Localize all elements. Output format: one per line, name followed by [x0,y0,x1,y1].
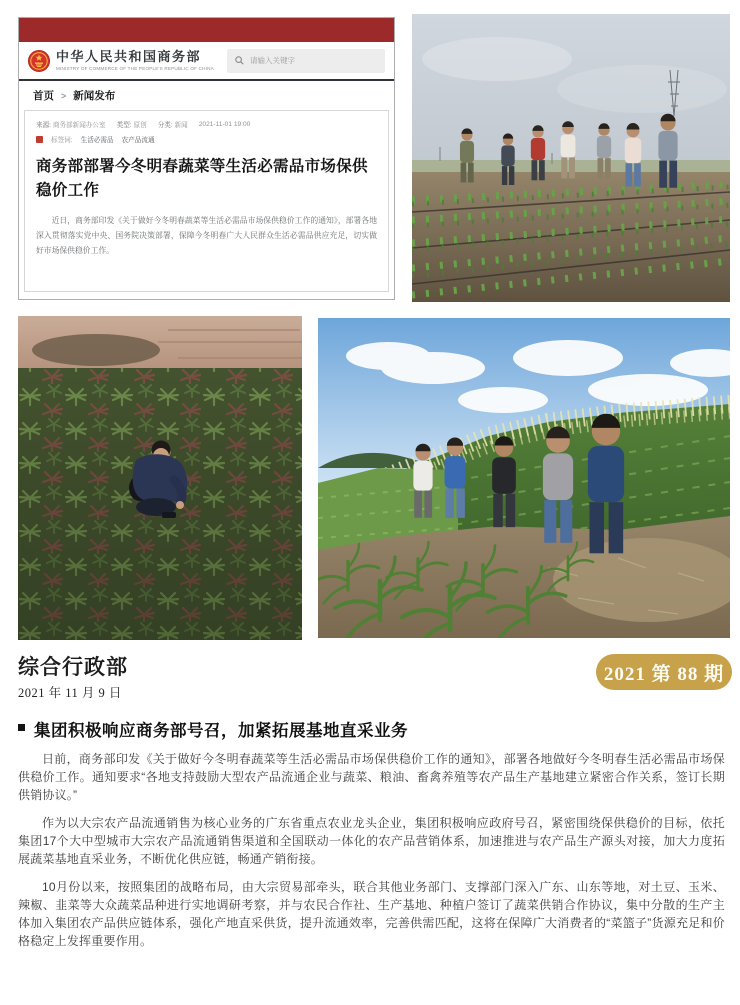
meta-category [158,119,188,129]
article-body [18,750,725,960]
search-icon [235,56,244,65]
square-bullet-icon [18,724,25,731]
section-headline [18,717,724,741]
breadcrumb-home[interactable]: 首页 [33,90,54,102]
site-article-box [24,110,389,292]
site-article-body: 近日，商务部印发《关于做好今冬明春蔬菜等生活必需品市场保供稳价工作的通知》，部署各地深入贯彻落实党中央、国务院决策部署，保障今冬明春广大人民群众生活必需品供应充足，切实做好市场保供稳价工作。 [36,216,377,256]
breadcrumb-separator: > [61,90,67,101]
org-title-block [56,50,214,71]
photo-corn-field-inspection [318,318,730,638]
national-emblem-icon [28,50,50,72]
site-article-title: 商务部部署今冬明春蔬菜等生活必需品市场保供稳价工作 [36,158,368,200]
meta-datetime: 2021-11-01 19:00 [198,120,251,128]
meta-category-value: 新闻 [174,122,188,129]
photo-vegetable-field-survey [18,316,302,640]
body-paragraph: 作为以大宗农产品流通销售为核心业务的广东省重点农业龙头企业，集团积极响应政府号召，紧密围绕保供稳价的目标，依托集团17个大中型城市大宗农产品流通销售渠道和全国联动一体化的农产品营销体系，加速推进与农产品生产源头对接，加大力度拓展蔬菜基地直采业务，不断优化供应链，畅通产销衔接。 [18,816,725,866]
mofcom-website-screenshot [18,17,395,300]
org-name-cn: 中华人民共和国商务部 [56,49,202,65]
tag-item[interactable]: 农产品流通 [121,137,155,144]
meta-type [117,119,147,129]
issue-department: 综合行政部 [18,655,128,679]
body-paragraph: 10月份以来，按照集团的战略布局，由大宗贸易部牵头，联合其他业务部门、支撑部门深入广东、山东等地，对土豆、玉米、辣椒、韭菜等大众蔬菜品种进行实地调研考察，并与农民合作社、生产基地、种植户签订了蔬菜供销合作协议，集中分散的生产主体加入集团农产品供应链体系，强化产地直采供货，提升流通效率，完善供需匹配，这将在保障广大消费者的“菜篮子”货源充足和价格稳定上发挥重要作用。 [18,880,725,948]
issue-date: 2021 年 11 月 9 日 [18,686,122,700]
tag-item[interactable]: 生活必需品 [80,137,114,144]
meta-source [36,119,106,129]
headline-text: 集团积极响应商务部号召，加紧拓展基地直采业务 [34,722,408,740]
meta-source-value: 商务部新闻办公室 [52,122,106,129]
org-name-en: MINISTRY OF COMMERCE OF THE PEOPLE'S REPUBLIC OF CHINA [56,65,214,71]
meta-source-label: 来源: [36,122,52,129]
breadcrumb [19,81,394,108]
body-paragraph: 日前，商务部印发《关于做好今冬明春蔬菜等生活必需品市场保供稳价工作的通知》，部署各地做好今冬明春生活必需品市场保供稳价工作。通知要求“各地支持鼓励大型农产品流通企业与蔬菜、粮油、畜禽养殖等农产品生产基地建立紧密合作关系，签订长期供销协议。” [18,752,725,802]
breadcrumb-section[interactable]: 新闻发布 [73,90,116,102]
meta-category-label: 分类: [157,122,173,129]
meta-type-value: 原创 [133,122,147,129]
issue-number-badge: 2021 第 88 期 [596,654,732,690]
mofcom-top-red-bar [19,18,394,42]
tags-label: 标签词: [51,137,73,144]
mofcom-header [19,42,394,79]
tag-icon [36,136,43,143]
photo-seedling-field-inspection [412,14,730,302]
article-meta-row [36,119,377,129]
meta-type-label: 类型: [116,122,132,129]
search-input[interactable] [227,49,385,73]
search-placeholder: 请输入关键字 [250,56,295,65]
article-tags-row [36,134,377,144]
